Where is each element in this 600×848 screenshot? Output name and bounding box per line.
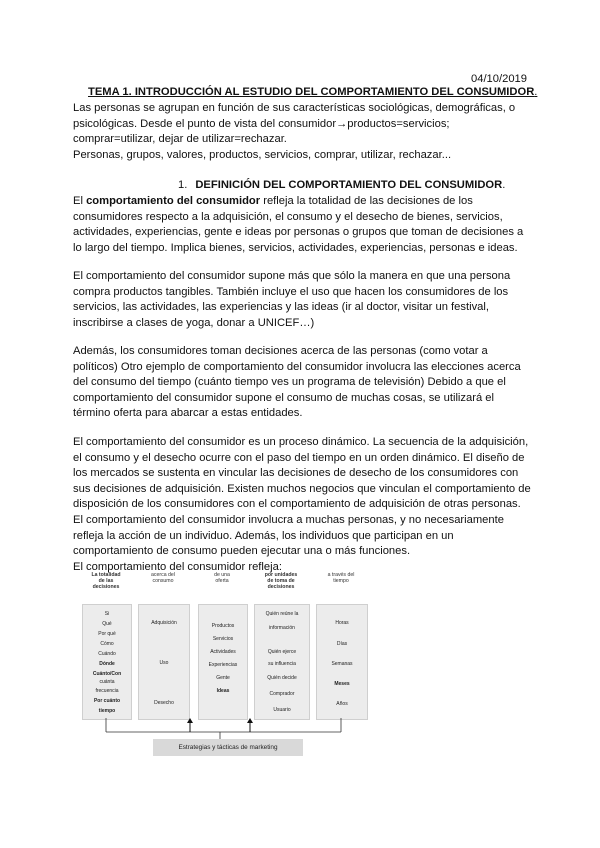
header-line: de toma de [267, 578, 295, 585]
paragraph-line: refleja la acción de un individuo. Además, los individuos que participan en un [73, 529, 454, 542]
box-item: Ideas [216, 688, 230, 694]
consumption-box [138, 604, 190, 720]
header-line: por unidades [264, 572, 298, 578]
definition-lead-rest: refleja la totalidad de las decisiones de los [260, 195, 473, 207]
box-item: Desecho [154, 700, 174, 706]
section-number: 1. [178, 179, 188, 191]
intro-line: comprar=utilizar, dejar de utilizar=rechazar. [73, 133, 287, 146]
box-item: Quién decide [267, 675, 297, 681]
header-line: a través del [327, 572, 355, 578]
box-item: Meses [334, 681, 350, 687]
paragraph-line: término oferta para abarcar a estas entidades. [73, 407, 303, 420]
intro-line: Personas, grupos, valores, productos, servicios, comprar, utilizar, rechazar... [73, 148, 452, 161]
definition-paragraph [73, 194, 533, 256]
header-line: de las [98, 578, 114, 585]
box-item: Cómo [100, 641, 114, 647]
paragraph-line: El comportamiento del consumidor es un proceso dinámico. La secuencia de la adquisición, [73, 436, 529, 448]
column-header-offer [198, 572, 246, 584]
header-line: oferta [215, 578, 229, 585]
header-line: La totalidad [91, 572, 121, 578]
offer-box [198, 604, 248, 720]
box-item: Quién ejerce [267, 649, 297, 655]
box-item: Cuándo [98, 651, 116, 657]
paragraph-line: el consumo y el desecho ocurre con el paso del tiempo en un orden dinámico. El diseño de [73, 451, 525, 464]
document-title [88, 86, 537, 98]
box-item: Años [336, 701, 348, 707]
box-item: Experiencias [208, 662, 238, 668]
column-header-time [316, 572, 366, 584]
box-item: Horas [335, 620, 349, 626]
paragraph-line: servicios, las actividades, las experiencias y las ideas (ir al doctor, visitar un festival, [73, 301, 489, 314]
box-item: Gente [216, 675, 230, 681]
column-header-decision-units [254, 572, 308, 591]
box-item: Productos [211, 623, 235, 629]
paragraph-line: sus decisiones de adquisición. Existen muchos negocios que vinculan el comportamiento de [73, 482, 531, 495]
box-item: Uso [159, 660, 169, 666]
document-date: 04/10/2019 [471, 73, 527, 85]
section-title-period: . [502, 179, 506, 191]
column-header-consumption [138, 572, 188, 584]
consumer-behavior-diagram [80, 572, 390, 772]
arrow-head [247, 718, 253, 723]
box-item: su influencia [268, 661, 296, 667]
intro-paragraph [73, 101, 533, 163]
paragraph-line: El comportamiento del consumidor involucra a muchas personas, y no necesariamente [73, 513, 504, 526]
header-line: acerca del [151, 572, 175, 578]
paragraph-line: comportamiento de consumo pueden ejecutar una o más funciones. [73, 545, 411, 558]
box-item: tiempo [98, 708, 116, 714]
header-line: consumo [152, 578, 174, 585]
box-item: Si [104, 611, 110, 617]
box-item: Adquisición [151, 620, 177, 626]
paragraph-line: compra productos tangibles. También incluye el uso que hacen los consumidores de los [73, 285, 509, 298]
section-heading [178, 179, 505, 191]
definition-term: comportamiento del consumidor [86, 195, 261, 207]
header-line: decisiones [92, 584, 120, 591]
time-box [316, 604, 368, 720]
intro-line: Las personas se agrupan en función de sus características sociológicas, demográficas, o [73, 102, 516, 114]
paragraph-3 [73, 344, 533, 422]
paragraph-line: comportamiento del consumidor supone el consumo de muchas cosas, se utilizará el [73, 391, 494, 404]
decisions-box [82, 604, 132, 720]
paragraph-line: del consumo del tiempo (cuánto tiempo ves un programa de televisión) Debido a que el [73, 376, 506, 389]
paragraph-line: El comportamiento del consumidor refleja: [73, 560, 282, 573]
box-item: frecuencia [95, 688, 119, 694]
box-item: Comprador [269, 691, 295, 697]
column-header-decisions [82, 572, 130, 591]
title-period: . [534, 86, 538, 98]
definition-line [73, 194, 533, 210]
paragraph-line: disposición de los consumidores con el comportamiento de adquisición de otras personas. [73, 498, 521, 511]
definition-line: lo largo del tiempo. Implica bienes, servicios, actividades, experiencias, personas e ideas. [73, 241, 518, 254]
definition-lead: El [73, 195, 87, 207]
intro-line: psicológicas. Desde el punto de vista del consumidor→productos=servicios; [73, 117, 450, 130]
box-item: Semanas [331, 661, 353, 667]
box-item: Por qué [98, 631, 116, 637]
box-item: información [269, 625, 295, 631]
header-line: decisiones [267, 584, 295, 591]
header-line: de una [214, 572, 230, 578]
box-item: Días [336, 641, 348, 647]
paragraph-line: Además, los consumidores toman decisiones acerca de las personas (como votar a [73, 345, 488, 357]
box-item: Actividades [210, 649, 236, 655]
definition-line: consumidores respecto a la adquisición, el consumo y el desecho de bienes, servicios, [73, 210, 503, 223]
section-title: DEFINICIÓN DEL COMPORTAMIENTO DEL CONSUMIDOR [195, 179, 503, 191]
box-item: cuánta [99, 679, 115, 685]
header-line: tiempo [333, 578, 349, 585]
paragraph-2 [73, 269, 533, 331]
definition-line: actividades, experiencias, gente e ideas por personas o grupos que toman de decisiones a [73, 226, 524, 239]
paragraph-line: El comportamiento del consumidor supone más que sólo la manera en que una persona [73, 270, 511, 282]
title-text: TEMA 1. INTRODUCCIÓN AL ESTUDIO DEL COMPORTAMIENTO DEL CONSUMIDOR [88, 86, 535, 98]
paragraph-line: inscribirse a clases de yoga, donar a UNICEF…) [73, 316, 315, 329]
box-item: Por cuánto [93, 698, 121, 704]
box-item: Usuario [273, 707, 291, 713]
box-item: Quién reúne la [265, 611, 299, 617]
paragraph-4 [73, 435, 533, 575]
marketing-strategies-label: Estrategias y tácticas de marketing [153, 739, 303, 756]
paragraph-line: los mercados se sustenta en vincular las decisiones de desecho de los consumidores con [73, 467, 519, 480]
box-item: Servicios [212, 636, 234, 642]
decision-units-box [254, 604, 310, 720]
paragraph-line: políticos) Otro ejemplo de comportamiento del consumidor involucra las elecciones acerca [73, 360, 521, 373]
arrow-head [187, 718, 193, 723]
box-item: Cuánto/Con [92, 671, 122, 677]
box-item: Qué [102, 621, 112, 627]
box-item: Dónde [99, 661, 115, 667]
